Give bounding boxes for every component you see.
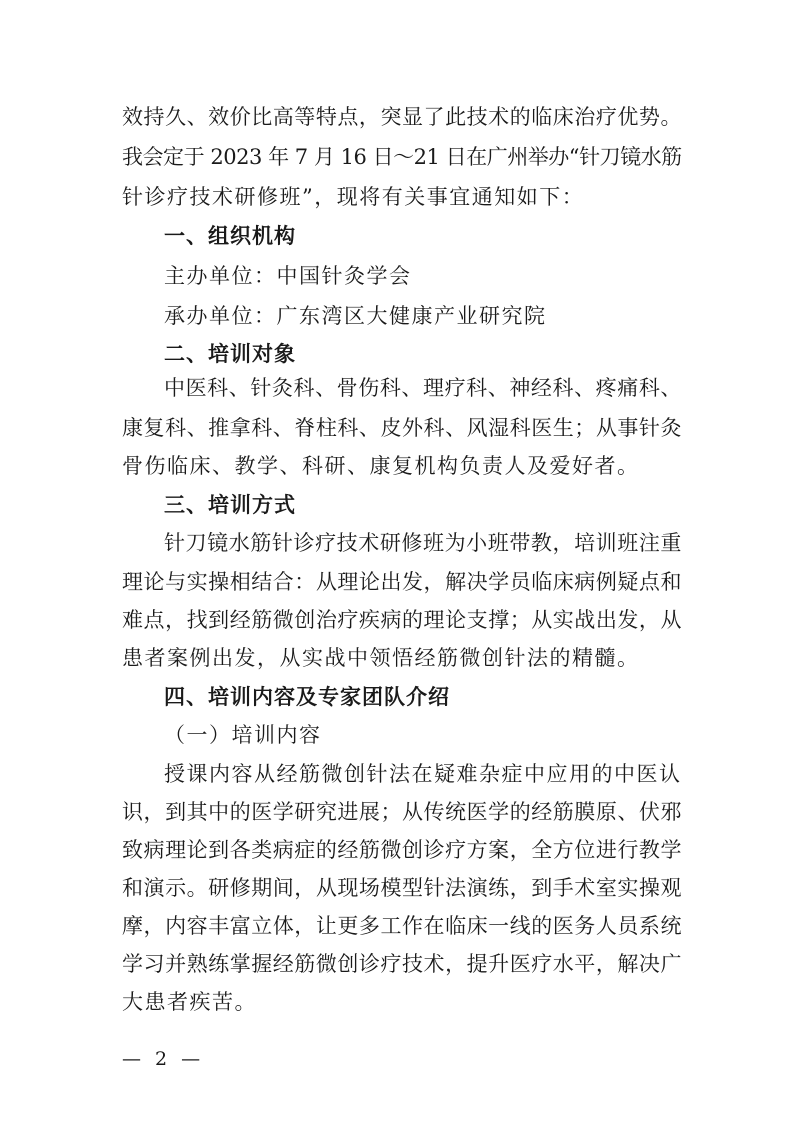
body-text-line: 学习并熟练掌握经筋微创诊疗技术，提升医疗水平，解决广 — [122, 952, 682, 976]
body-text-line: 针诊疗技术研修班”，现将有关事宜通知如下： — [122, 185, 585, 209]
subsection-heading: （一）培训内容 — [164, 723, 322, 747]
body-text-line: 主办单位：中国针灸学会 — [164, 264, 412, 288]
body-text-line: 摩，内容丰富立体，让更多工作在临床一线的医务人员系统 — [122, 914, 682, 938]
section-heading-method: 三、培训方式 — [164, 493, 296, 517]
body-text-line: 大患者疾苦。 — [122, 990, 257, 1014]
body-text-line: 理论与实操相结合：从理论出发，解决学员临床病例疑点和 — [122, 570, 682, 594]
body-text-line: 授课内容从经筋微创针法在疑难杂症中应用的中医认 — [164, 762, 682, 786]
body-text-line: 我会定于 2023 年 7 月 16 日～21 日在广州举办“针刀镜水筋 — [122, 145, 682, 169]
body-text-line: 针刀镜水筋针诊疗技术研修班为小班带教，培训班注重 — [164, 531, 682, 555]
body-text-line: 效持久、效价比高等特点，突显了此技术的临床治疗优势。 — [122, 105, 682, 129]
body-text-line: 患者案例出发，从实战中领悟经筋微创针法的精髓。 — [122, 646, 640, 670]
body-text-line: 难点，找到经筋微创治疗疾病的理论支撑；从实战出发，从 — [122, 608, 682, 632]
section-heading-trainees: 二、培训对象 — [164, 342, 296, 366]
body-text-line: 识，到其中的医学研究进展；从传统医学的经筋膜原、伏邪 — [122, 800, 682, 824]
body-text-line: 和演示。研修期间，从现场模型针法演练，到手术室实操观 — [122, 876, 682, 900]
body-text-line: 致病理论到各类病症的经筋微创诊疗方案，全方位进行教学 — [122, 838, 682, 862]
body-text-line: 骨伤临床、教学、科研、康复机构负责人及爱好者。 — [122, 454, 640, 478]
body-text-line: 中医科、针灸科、骨伤科、理疗科、神经科、疼痛科、 — [164, 376, 682, 400]
body-text-line: 康复科、推拿科、脊柱科、皮外科、风湿科医生；从事针灸 — [122, 416, 682, 440]
body-text-line: 承办单位：广东湾区大健康产业研究院 — [164, 304, 547, 328]
section-heading-organization: 一、组织机构 — [164, 224, 296, 248]
section-heading-content: 四、培训内容及专家团队介绍 — [164, 685, 450, 709]
page-number: — 2 — — [122, 1048, 205, 1070]
